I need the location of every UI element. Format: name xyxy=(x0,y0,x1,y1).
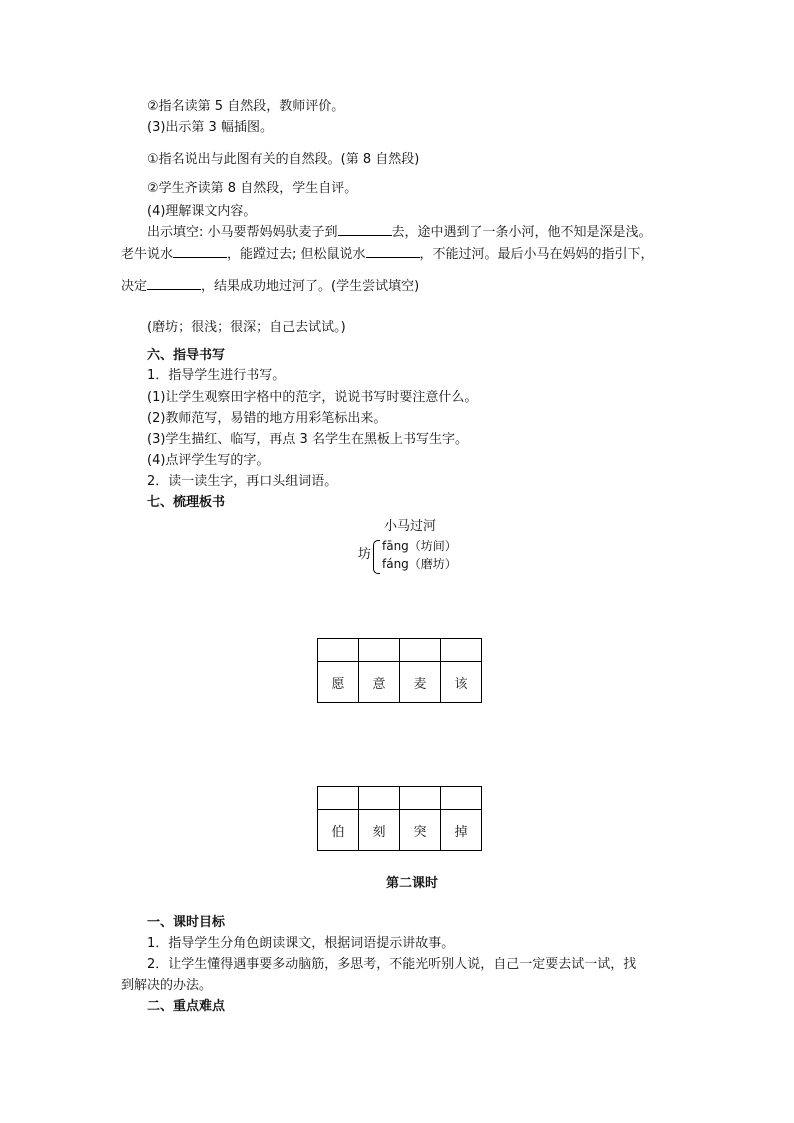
blank-4 xyxy=(147,276,201,290)
blank-2 xyxy=(173,244,227,258)
lesson-2-section-2: 二、重点难点 xyxy=(147,999,226,1014)
section-7-heading: 七、梳理板书 xyxy=(147,495,226,510)
line-2: (3)出示第 3 幅插图。 xyxy=(147,120,273,135)
answer-line: (磨坊；很浅；很深；自己去试试。) xyxy=(147,320,346,335)
grid-char: 伯 xyxy=(318,810,359,851)
fill-text-d: ，能蹚过去; 但松鼠说水 xyxy=(227,247,366,262)
grid-char: 愿 xyxy=(318,662,359,703)
fill-text-b: 去，途中遇到了一条小河，他不知是深是浅。 xyxy=(391,225,652,240)
lesson-2-title: 第二课时 xyxy=(385,876,438,891)
line-4: ②学生齐读第 8 自然段，学生自评。 xyxy=(147,181,358,196)
section-6-item-5: (4)点评学生写的字。 xyxy=(147,453,270,468)
line-1: ②指名读第 5 自然段，教师评价。 xyxy=(147,99,345,114)
board-char: 坊 xyxy=(358,547,372,562)
grid-char: 意 xyxy=(359,662,400,703)
board-reading-1: fāng（坊间） xyxy=(382,539,457,553)
grid-char: 突 xyxy=(400,810,441,851)
grid-char: 麦 xyxy=(400,662,441,703)
blank-1 xyxy=(338,222,392,236)
board-title: 小马过河 xyxy=(383,519,436,534)
board-reading-2: fáng（磨坊） xyxy=(382,557,457,571)
section-6-item-2: (1)让学生观察田字格中的范字，说说书写时要注意什么。 xyxy=(147,390,478,405)
character-grid-1 xyxy=(317,638,482,703)
brace-icon xyxy=(373,540,380,574)
section-6-item-1: 1．指导学生进行书写。 xyxy=(147,368,286,383)
lesson-2-section-1: 一、课时目标 xyxy=(147,915,226,930)
fill-text-c: 老牛说水 xyxy=(121,247,174,262)
grid-char: 刻 xyxy=(359,810,400,851)
section-6-item-6: 2．读一读生字，再口头组词语。 xyxy=(147,474,338,489)
fill-text-f: 决定 xyxy=(121,279,148,294)
blank-3 xyxy=(366,244,420,258)
line-5: (4)理解课文内容。 xyxy=(147,204,257,219)
fill-text-g: ，结果成功地过河了。(学生尝试填空) xyxy=(201,279,420,294)
lesson-2-goal-2b: 到解决的办法。 xyxy=(121,978,213,993)
fill-blank-line-1 xyxy=(147,222,652,242)
section-6-item-3: (2)教师范写，易错的地方用彩笔标出来。 xyxy=(147,411,387,426)
fill-blank-line-3 xyxy=(121,276,419,296)
grid-char: 掉 xyxy=(441,810,482,851)
lesson-2-goal-2a: 2．让学生懂得遇事要多动脑筋，多思考，不能光听别人说，自己一定要去试一试，找 xyxy=(147,957,637,972)
grid-char: 该 xyxy=(441,662,482,703)
lesson-2-goal-1: 1．指导学生分角色朗读课文，根据词语提示讲故事。 xyxy=(147,936,455,951)
fill-blank-line-2 xyxy=(121,244,654,264)
character-grid-2 xyxy=(317,786,482,851)
section-6-heading: 六、指导书写 xyxy=(147,348,226,363)
line-3: ①指名说出与此图有关的自然段。(第 8 自然段) xyxy=(147,152,420,167)
fill-text-a: 出示填空: 小马要帮妈妈驮麦子到 xyxy=(147,225,338,240)
section-6-item-4: (3)学生描红、临写，再点 3 名学生在黑板上书写生字。 xyxy=(147,432,468,447)
fill-text-e: ，不能过河。最后小马在妈妈的指引下， xyxy=(419,247,654,262)
